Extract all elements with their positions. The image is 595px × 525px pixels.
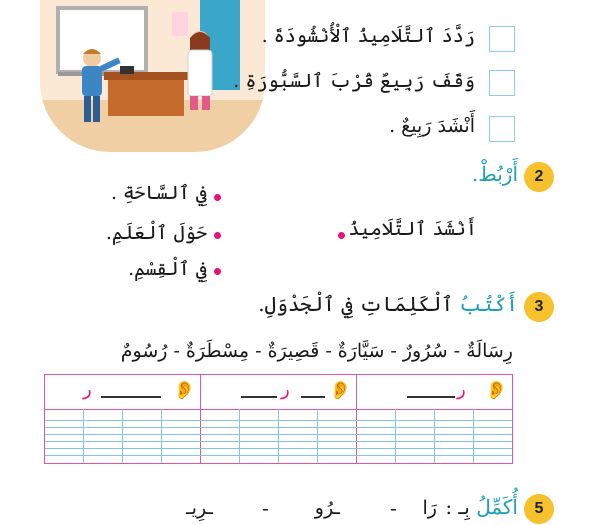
header-letter-3: ر [83, 379, 92, 400]
table-column-divider [356, 375, 357, 463]
section-5-badge: 5 [524, 494, 554, 524]
section-2-badge: 2 [524, 162, 554, 192]
ear-icon: 👂 [173, 380, 196, 401]
separator: - [390, 498, 397, 520]
statement-3-text: أَنْشَدَ رَبِيعٌ . [389, 115, 475, 137]
statement-1-checkbox[interactable] [489, 26, 515, 52]
section-5-title: أُكَمِّلُ بِـ : [445, 495, 518, 519]
statement-2-checkbox[interactable] [489, 70, 515, 96]
classroom-scene-image [40, 0, 265, 152]
match-right-dot[interactable] [338, 232, 345, 239]
separator: - [262, 498, 269, 520]
complete-item-3: ـرِيـ [186, 497, 213, 519]
match-left-item-1: فِي ٱلسَّاحَةِ . [110, 182, 207, 204]
section-3-badge: 3 [524, 292, 554, 322]
complete-item-2: ـرُو [314, 497, 340, 519]
header-dash-1 [407, 396, 455, 398]
match-left-dot-1[interactable] [214, 194, 221, 201]
table-column-divider [200, 375, 201, 463]
match-left-dot-2[interactable] [214, 232, 221, 239]
header-dash-3 [101, 396, 161, 398]
statement-2-text: وَقَفَ رَبِيعٌ قُرْبَ ٱلسَّبُّورَةِ . [233, 70, 475, 92]
header-dash-2b [241, 396, 277, 398]
header-dash-2a [301, 396, 325, 398]
match-left-item-2: حَوْلَ ٱلْعَلَمِ. [105, 222, 207, 244]
statement-3-checkbox[interactable] [489, 116, 515, 142]
header-letter-1: ر [457, 379, 466, 400]
header-letter-2: ر [281, 379, 290, 400]
word-list: رِسَالَةٌ - سُرُورٌ - سَيَّارَةٌ - قَصِيرَةٌ - مِسْطَرَةٌ - رُسُومٌ [120, 340, 513, 362]
ear-icon: 👂 [485, 380, 508, 401]
match-left-dot-3[interactable] [214, 268, 221, 275]
section-3-title: أَكْتُبُ ٱلْكَلِمَاتِ فِي ٱلْجَدْوَلِ. [258, 292, 518, 316]
writing-table [44, 374, 513, 464]
match-right-item: أَنْشَدَ ٱلتَّلَامِيذُ [348, 218, 477, 240]
ear-icon: 👂 [329, 380, 352, 401]
section-2-title: أَرْبُطْ. [471, 162, 518, 186]
classroom-illustration [40, 0, 265, 152]
complete-item-1: رَا [422, 497, 437, 519]
match-left-item-3: فِي ٱلْقِسْمِ. [128, 258, 207, 280]
statement-1-text: رَدَّدَ ٱلتَّلَامِيذُ ٱلْأُنْشُودَةَ . [261, 25, 475, 47]
